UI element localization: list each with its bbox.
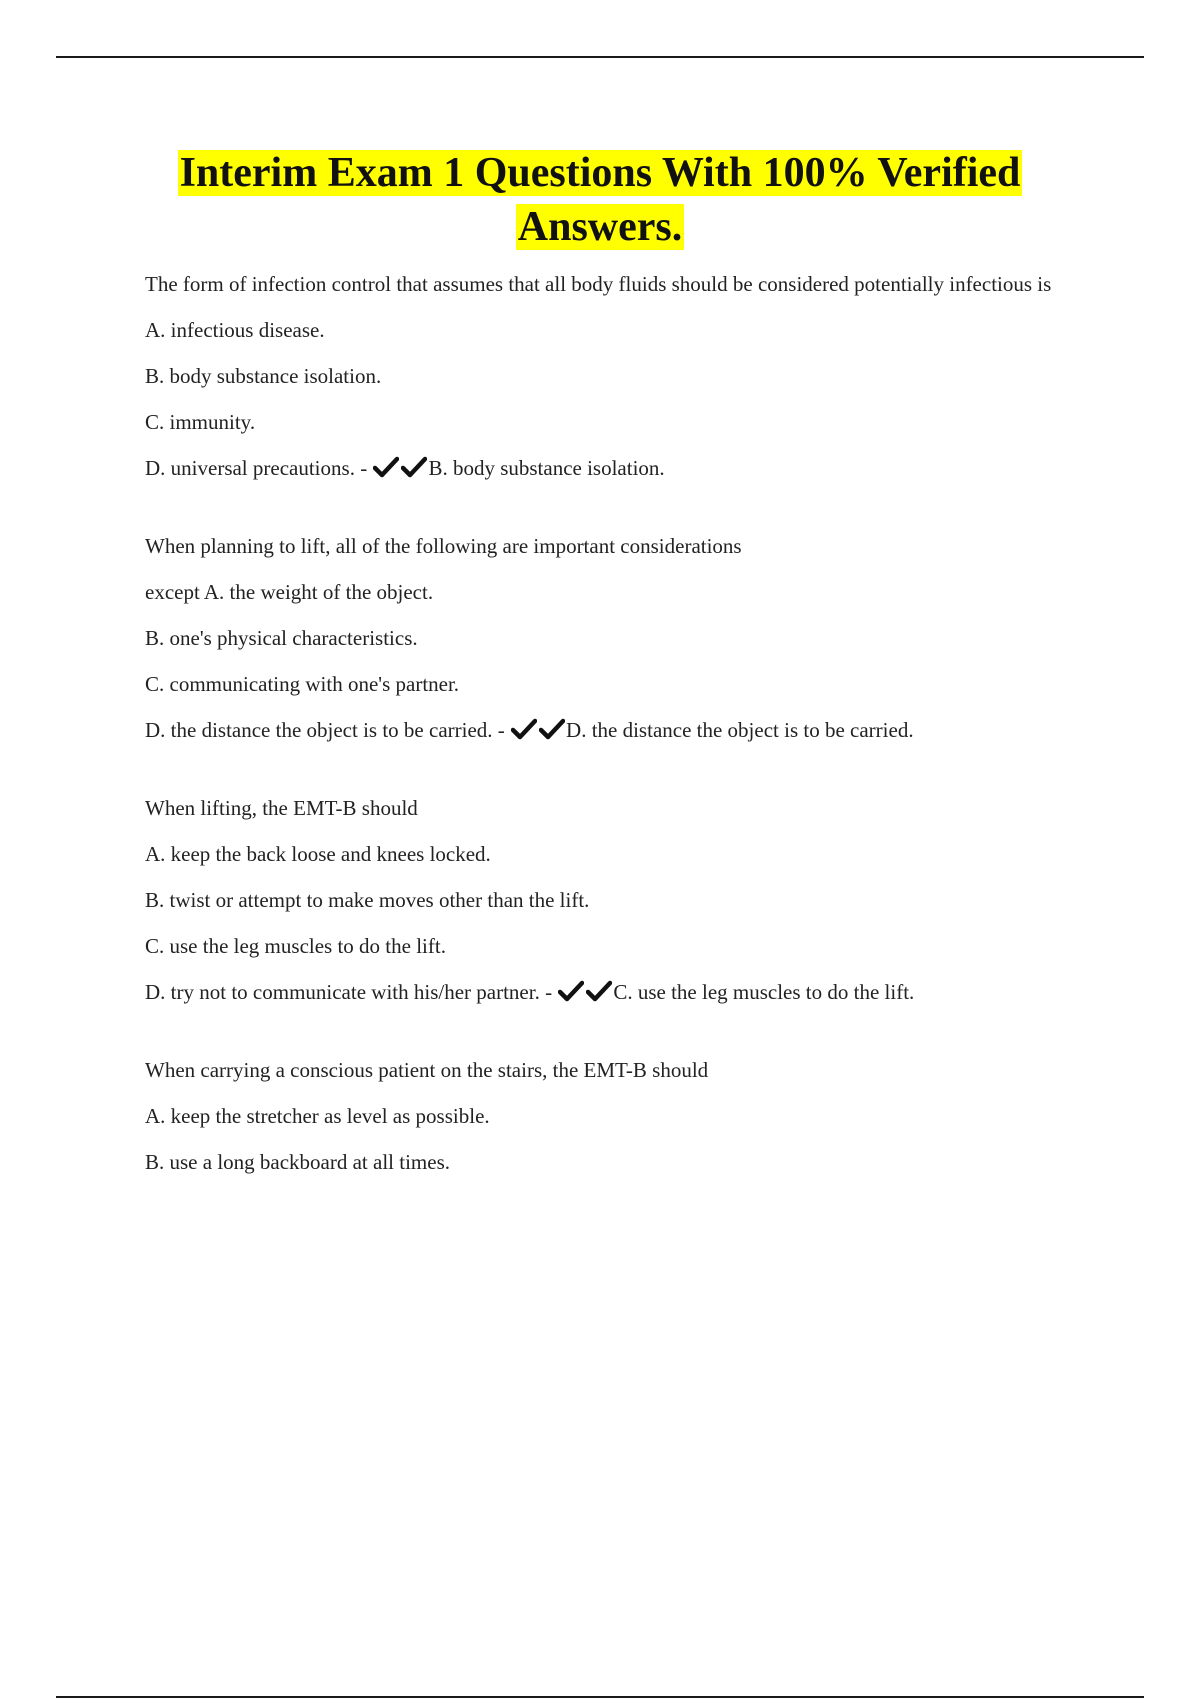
- answer-option: B. twist or attempt to make moves other than the lift.: [145, 888, 590, 912]
- answer-option: A. keep the back loose and knees locked.: [145, 842, 491, 866]
- answer-option: D. universal precautions. -: [145, 456, 368, 480]
- answer-option: C. use the leg muscles to do the lift.: [145, 934, 446, 958]
- title-line-2: Answers.: [517, 204, 683, 250]
- answer-option: except A. the weight of the object.: [145, 580, 434, 604]
- question-block: [145, 270, 1075, 482]
- answer-option: D. try not to communicate with his/her partner. -: [145, 980, 553, 1004]
- answer-option-with-answer: [145, 454, 1075, 482]
- question-prompt: The form of infection control that assumes that all body fluids should be considered potentially infectious is: [145, 272, 1052, 296]
- question-block: [145, 532, 1075, 744]
- questions-list: [145, 270, 1075, 1194]
- document-title: [100, 146, 1100, 254]
- question-prompt: When lifting, the EMT-B should: [145, 796, 418, 820]
- question-block: [145, 1056, 1075, 1176]
- verified-answer: D. the distance the object is to be carried.: [566, 718, 914, 742]
- answer-option: B. body substance isolation.: [145, 364, 382, 388]
- check-icon: [401, 456, 427, 478]
- check-icon: [539, 718, 565, 740]
- verified-answer: B. body substance isolation.: [428, 456, 665, 480]
- check-icon: [511, 718, 537, 740]
- verified-answer: C. use the leg muscles to do the lift.: [613, 980, 915, 1004]
- answer-option: C. immunity.: [145, 410, 256, 434]
- question-block: [145, 794, 1075, 1006]
- question-prompt: When carrying a conscious patient on the stairs, the EMT-B should: [145, 1058, 709, 1082]
- top-rule: [56, 56, 1144, 58]
- answer-option: D. the distance the object is to be carried. -: [145, 718, 505, 742]
- check-icon: [558, 980, 584, 1002]
- title-line-1: Interim Exam 1 Questions With 100% Verified: [179, 150, 1021, 196]
- answer-option-with-answer: [145, 978, 1075, 1006]
- answer-option: B. use a long backboard at all times.: [145, 1150, 451, 1174]
- check-icon: [373, 456, 399, 478]
- answer-option: B. one's physical characteristics.: [145, 626, 418, 650]
- answer-option: A. infectious disease.: [145, 318, 325, 342]
- bottom-rule: [56, 1696, 1144, 1698]
- check-icon: [586, 980, 612, 1002]
- answer-option: A. keep the stretcher as level as possible.: [145, 1104, 490, 1128]
- question-prompt: When planning to lift, all of the following are important considerations: [145, 534, 742, 558]
- answer-option-with-answer: [145, 716, 1075, 744]
- answer-option: C. communicating with one's partner.: [145, 672, 460, 696]
